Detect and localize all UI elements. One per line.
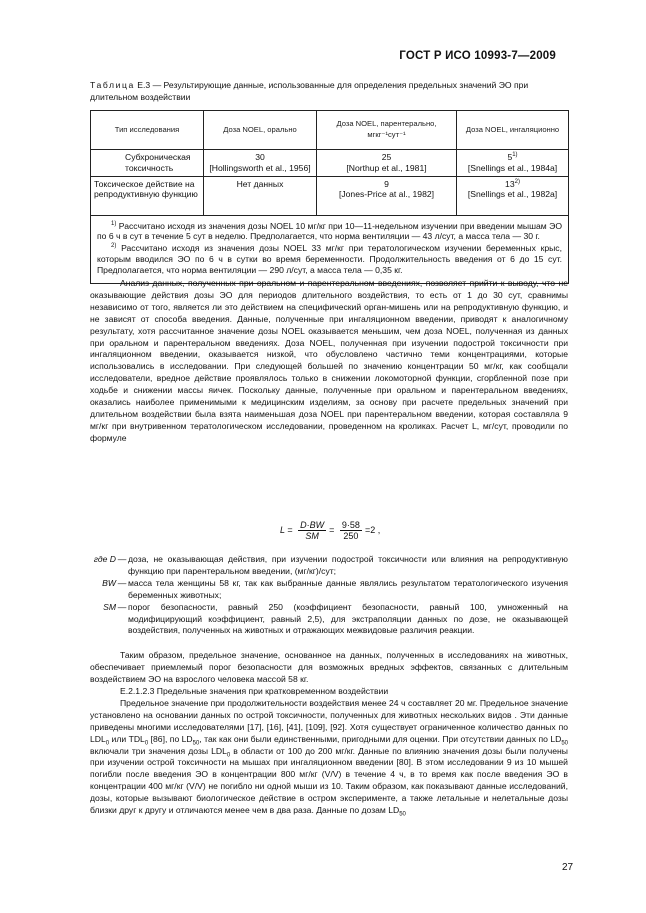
fraction-denominator: SM bbox=[305, 531, 319, 541]
fraction-numeric bbox=[340, 520, 362, 541]
formula-result: =2 , bbox=[364, 524, 381, 535]
oral-value: 30 bbox=[255, 152, 265, 162]
formula-lhs: L bbox=[280, 524, 285, 535]
table-footnotes bbox=[91, 215, 569, 283]
footnote-mark: 2) bbox=[111, 243, 117, 250]
fraction-symbolic bbox=[298, 520, 326, 541]
footnote-mark: 1) bbox=[111, 220, 117, 227]
paragraph-conclusion bbox=[90, 650, 568, 686]
parenteral-reference: [Northup et al., 1981] bbox=[346, 162, 427, 173]
table-row bbox=[91, 176, 569, 215]
definition-text: порог безопасности, равный 250 (коэффициент безопасности, равный 100, умноженный на модифицирующий коэффициент, равный 2,5), для экстраполяции данных по дозе, не оказывающей воздействия, полученных на животных и отражающих межвидовые различия реакции. bbox=[128, 601, 568, 636]
definition-item: BW — масса тела женщины 58 кг, так как выбранные данные являлись результатом тератологического изучения беременных животных; bbox=[90, 578, 568, 602]
column-header-study-type: Тип исследования bbox=[91, 111, 204, 150]
column-header-parenteral: Доза NOEL, парентерально, мгкг⁻¹сут⁻¹ bbox=[317, 111, 457, 150]
footnote-text: Рассчитано исходя из значения дозы NOEL 33 мг/кг при тератологическом изучении беременных крыс, которым вводился ЭО по 6 ч в сутки во время беременности. Продолжительность введения от 6 до 15 сут. Предполагается, что норма вентиляции — 290 л/сут, а масса тела — 0,35 кг. bbox=[97, 243, 562, 275]
footnote-text: Рассчитано исходя из значения дозы NOEL 10 мг/кг при 10—11-недельном изучении при введении мышам ЭО по 6 ч в сут в течение 5 сут в неделю. Предполагается, что норма вентиляции — 43 л/сут, а масса тела — 30 г. bbox=[97, 220, 562, 242]
footnote bbox=[97, 243, 562, 275]
definition-term: SM bbox=[103, 601, 116, 612]
definition-term: где D bbox=[93, 554, 116, 564]
footnote-mark: 1) bbox=[512, 152, 518, 159]
page-number: 27 bbox=[562, 862, 574, 873]
cell-oral bbox=[204, 176, 317, 215]
cell-study-type: Субхроническая токсичность bbox=[91, 150, 204, 177]
definition-item: где D — доза, не оказывающая действия, при изучении подострой токсичности или влияния на репродуктивную функцию при парентеральном введении, (мг/кг)/сут; bbox=[90, 554, 568, 578]
fraction-numerator: 9·58 bbox=[341, 520, 360, 530]
definition-text: масса тела женщины 58 кг, так как выбранные данные являлись результатом тератологического изучения беременных животных; bbox=[128, 577, 568, 600]
inhalation-reference: [Snellings et al., 1982a] bbox=[467, 189, 558, 200]
section-heading: Е.2.1.2.3 Предельные значения при кратковременном воздействии bbox=[120, 686, 389, 696]
definition-item: SM — порог безопасности, равный 250 (коэффициент безопасности, равный 100, умноженный на модифицирующий коэффициент, равный 2,5), для экстраполяции данных по дозе, не оказывающей воздействия, полученных на животных и отражающих межвидовые различия реакции. bbox=[90, 602, 568, 638]
oral-reference: [Hollingsworth et al., 1956] bbox=[209, 162, 311, 173]
column-header-oral: Доза NOEL, орально bbox=[204, 111, 317, 150]
paragraph-text: Предельное значение при продолжительности воздействия менее 24 ч составляет 20 мг. Предельное значение установлено на основании данных по острой токсичности, полученных для животных нескольких видов . Эти данные приведены многими исследователями [17], [16], [41], [109], [92]. Хотя существует ограниченное количество данных по $LDL_0$ или $TDL_0$ [86], по $LD_{50}$, так как они были единственными, пригодными для оценки. При отсутствии данных по $LD_{50}$ включали три значения дозы $LDL_0$ в области от 100 до 200 мг/кг. Данные по влиянию значения дозы были получены при изучении острой токсичности на мышах при ингаляционном введении [80]. В этом исследовании 9 из 10 мышей погибли после введения ЭО в концентрации 800 мг/кг (V/V) в течение 4 ч, в то время как после введения ЭО в концентрации 400 мг/кг (V/V) не погибло ни одной мыши из 10. Таким образом, как показывают данные исследований, дозы, которые вызывают биологическое действие в остром эксперименте, а также летальные и нелетальные дозы близки друг к другу и отличаются менее чем в два раза. Данные по дозам $LD_{50}$ bbox=[90, 697, 568, 818]
table-caption-prefix: Таблица bbox=[90, 80, 135, 90]
inhalation-reference: [Snellings et al., 1984a] bbox=[467, 162, 558, 173]
parenteral-reference: [Jones-Price at al., 1982] bbox=[338, 189, 435, 200]
column-header-inhalation: Доза NOEL, ингаляционно bbox=[457, 111, 569, 150]
cell-study-type: Токсическое действие на репродуктивную функцию bbox=[91, 176, 204, 215]
paragraph-text: Анализ данных, полученных при оральном и парентеральном введениях, позволяет прийти к выводу, что не оказывающие действия дозы ЭО для периодов длительного воздействия, то есть от 1 до 30 сут, сравнимы независимо от того, является ли это действием на специфический орган-мишень или на репродуктивную функцию, и не зависят от способа введения. Данные, полученные при ингаляционном введении, приводят к аналогичному результату, хотя рассчитанное значение дозы NOEL оказывается меньшим, чем доза NOEL, полученная из данных при оральном и парентеральном введениях. Доза NOEL, полученная при изучении подострой токсичности при ингаляционном введении, оказывается низкой, что обусловлено частично теми концентрациями, которые использовались в исследовании. При следующей большей по значению концентрации 50 мг/кг, как сообщали исследователи, вредное действие проявлялось только в снижении локомоторной функции, сгорбленной позе при ходьбе и снижении массы яичек. Поскольку данные, полученные при оральном и парентеральном введениях, оказались наиболее применимыми к медицинским изделиям, за основу при расчете предельных значений при длительном воздействии была взята наименьшая доза NOEL при парентеральном введении, которая составляла 9 мг/кг при внутривенном тератологическом исследовании, проведенном на кроликах. Расчет L, мг/сут, проводили по формуле bbox=[90, 278, 568, 443]
table-header-row bbox=[91, 111, 569, 150]
parenteral-value: 9 bbox=[384, 178, 389, 189]
table-caption bbox=[90, 80, 568, 103]
document-header: ГОСТ Р ИСО 10993-7—2009 bbox=[399, 50, 556, 62]
paragraph-text: Таким образом, предельное значение, основанное на данных, полученных в исследованиях на животных, обеспечивает приемлемый порог безопасности для возможных вредных эффектов, связанных с длительным воздействием ЭО на взрослого человека массой 58 кг. bbox=[90, 650, 568, 684]
definitions-list bbox=[90, 554, 568, 637]
paragraph-analysis bbox=[90, 278, 568, 445]
formula: L = $\frac{D\cdot BW}{SM}$ = $\frac{9\cdot 58}{250}$ =2 , bbox=[280, 520, 381, 541]
definition-term: BW bbox=[102, 577, 116, 588]
cell-oral bbox=[204, 150, 317, 177]
table-footnotes-row bbox=[91, 215, 569, 283]
parenteral-value: 25 bbox=[381, 152, 392, 162]
table-caption-text: Е.3 — Результирующие данные, использованные для определения предельных значений ЭО при длительном воздействии bbox=[90, 80, 529, 102]
section-short-term bbox=[90, 686, 568, 817]
footnote-mark: 2) bbox=[514, 178, 520, 185]
cell-parenteral bbox=[317, 176, 457, 215]
results-table bbox=[90, 110, 569, 284]
cell-inhalation bbox=[457, 176, 569, 215]
cell-parenteral bbox=[317, 150, 457, 177]
definition-text: доза, не оказывающая действия, при изучении подострой токсичности или влияния на репродуктивную функцию при парентеральном введении, (мг/кг)/сут; bbox=[128, 554, 568, 576]
fraction-numerator: D·BW bbox=[300, 520, 325, 530]
table-row bbox=[91, 150, 569, 177]
inhalation-value: 13 bbox=[505, 178, 515, 189]
fraction-denominator: 250 bbox=[343, 531, 359, 541]
footnote bbox=[97, 221, 562, 243]
oral-value: Нет данных bbox=[236, 178, 284, 189]
inhalation-value: 5 bbox=[507, 152, 513, 162]
cell-inhalation bbox=[457, 150, 569, 177]
